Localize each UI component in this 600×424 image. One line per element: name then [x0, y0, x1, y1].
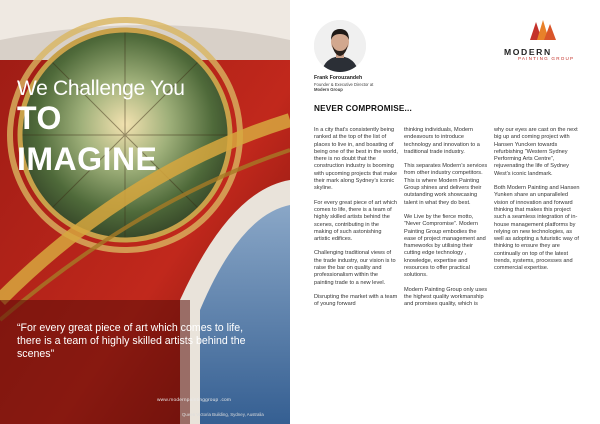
logo-wordmark: MODERN — [504, 47, 552, 57]
paragraph: We Live by the fierce motto, “Never Compromise”. Modern Painting Group embodies the ease of project management and frameworks by utilising their cutting edge technology , knowledge, expertise and resources to offer practical solutions. — [404, 213, 486, 279]
paragraph: why our eyes are cast on the next big up and coming project with Hansen Yuncken towards refurbishing “Western Sydney Performing Arts Centre”, rejuvenating the life of Sydney West’s iconic landmark. — [494, 127, 578, 177]
headline-line-2: TO — [17, 100, 62, 136]
paragraph: Modern Painting Group only uses the highest quality workmanship and promises quality, which is — [404, 286, 488, 308]
paragraph: For every great piece of art which comes to life, there is a team of highly skilled artists behind the scenes, contributing in the making of such astonishing artistic edifices. — [314, 199, 398, 243]
logo-subtitle: PAINTING GROUP — [518, 56, 575, 61]
article-column-1 — [314, 127, 398, 316]
pull-quote: “For every great piece of art which comes to life, there is a team of highly skilled artists behind the scenes” — [17, 322, 246, 360]
avatar — [314, 20, 366, 72]
article-column-2 — [404, 127, 488, 316]
headline-line-3: IMAGINE — [17, 141, 158, 177]
person-name: Frank Forouzandeh — [314, 75, 363, 81]
headline-line-1: We Challenge You — [17, 77, 185, 100]
photo-caption: Queen Victoria Building, Sydney, Australia — [182, 412, 264, 417]
person-role — [314, 82, 394, 92]
paragraph: thinking individuals, Modern endeavours to introduce technology and innovation to a traditional trade industry. — [404, 127, 480, 155]
modern-logo-icon — [500, 10, 580, 70]
paragraph: Disrupting the market with a team of young forward — [314, 293, 398, 308]
person-portrait-icon — [314, 20, 366, 72]
website-link[interactable]: www.modernpaintinggroup .com — [157, 398, 232, 403]
paragraph: This separates Modern’s services from other industry competitors. This is where Modern Painting Group shines and delivers their outstanding work showcasing talent in what they do best. — [404, 163, 488, 206]
cover-photo-page — [0, 0, 290, 424]
paragraph: Both Modern Painting and Hansen Yunken share an unparalleled vision of innovation and forward thinking that makes this project such a seamless integration of in-house management platforms by relying on new technologies, as well as adopting a futuristic way of thinking to ensure they are continually on top of the latest trends, systems, processes and commercial expertise. — [494, 185, 580, 272]
person-role-line-2: Modern Group — [314, 87, 343, 92]
article-title: NEVER COMPROMISE... — [314, 104, 412, 113]
paragraph: In a city that’s consistently being ranked at the top of the list of places to live in, and boasting of being one of the best in the world, there is no doubt that the construction industry is booming with upcoming projects that make their mark along Sydney’s iconic skyline. — [314, 127, 398, 192]
article-page — [290, 0, 600, 424]
article-column-3 — [494, 127, 580, 280]
paragraph: Challenging traditional views of the trade industry, our vision is to raise the bar on quality and professionalism within the painting trade to a new level. — [314, 250, 396, 286]
person-role-line-1: Founder & Executive Director at — [314, 82, 374, 87]
